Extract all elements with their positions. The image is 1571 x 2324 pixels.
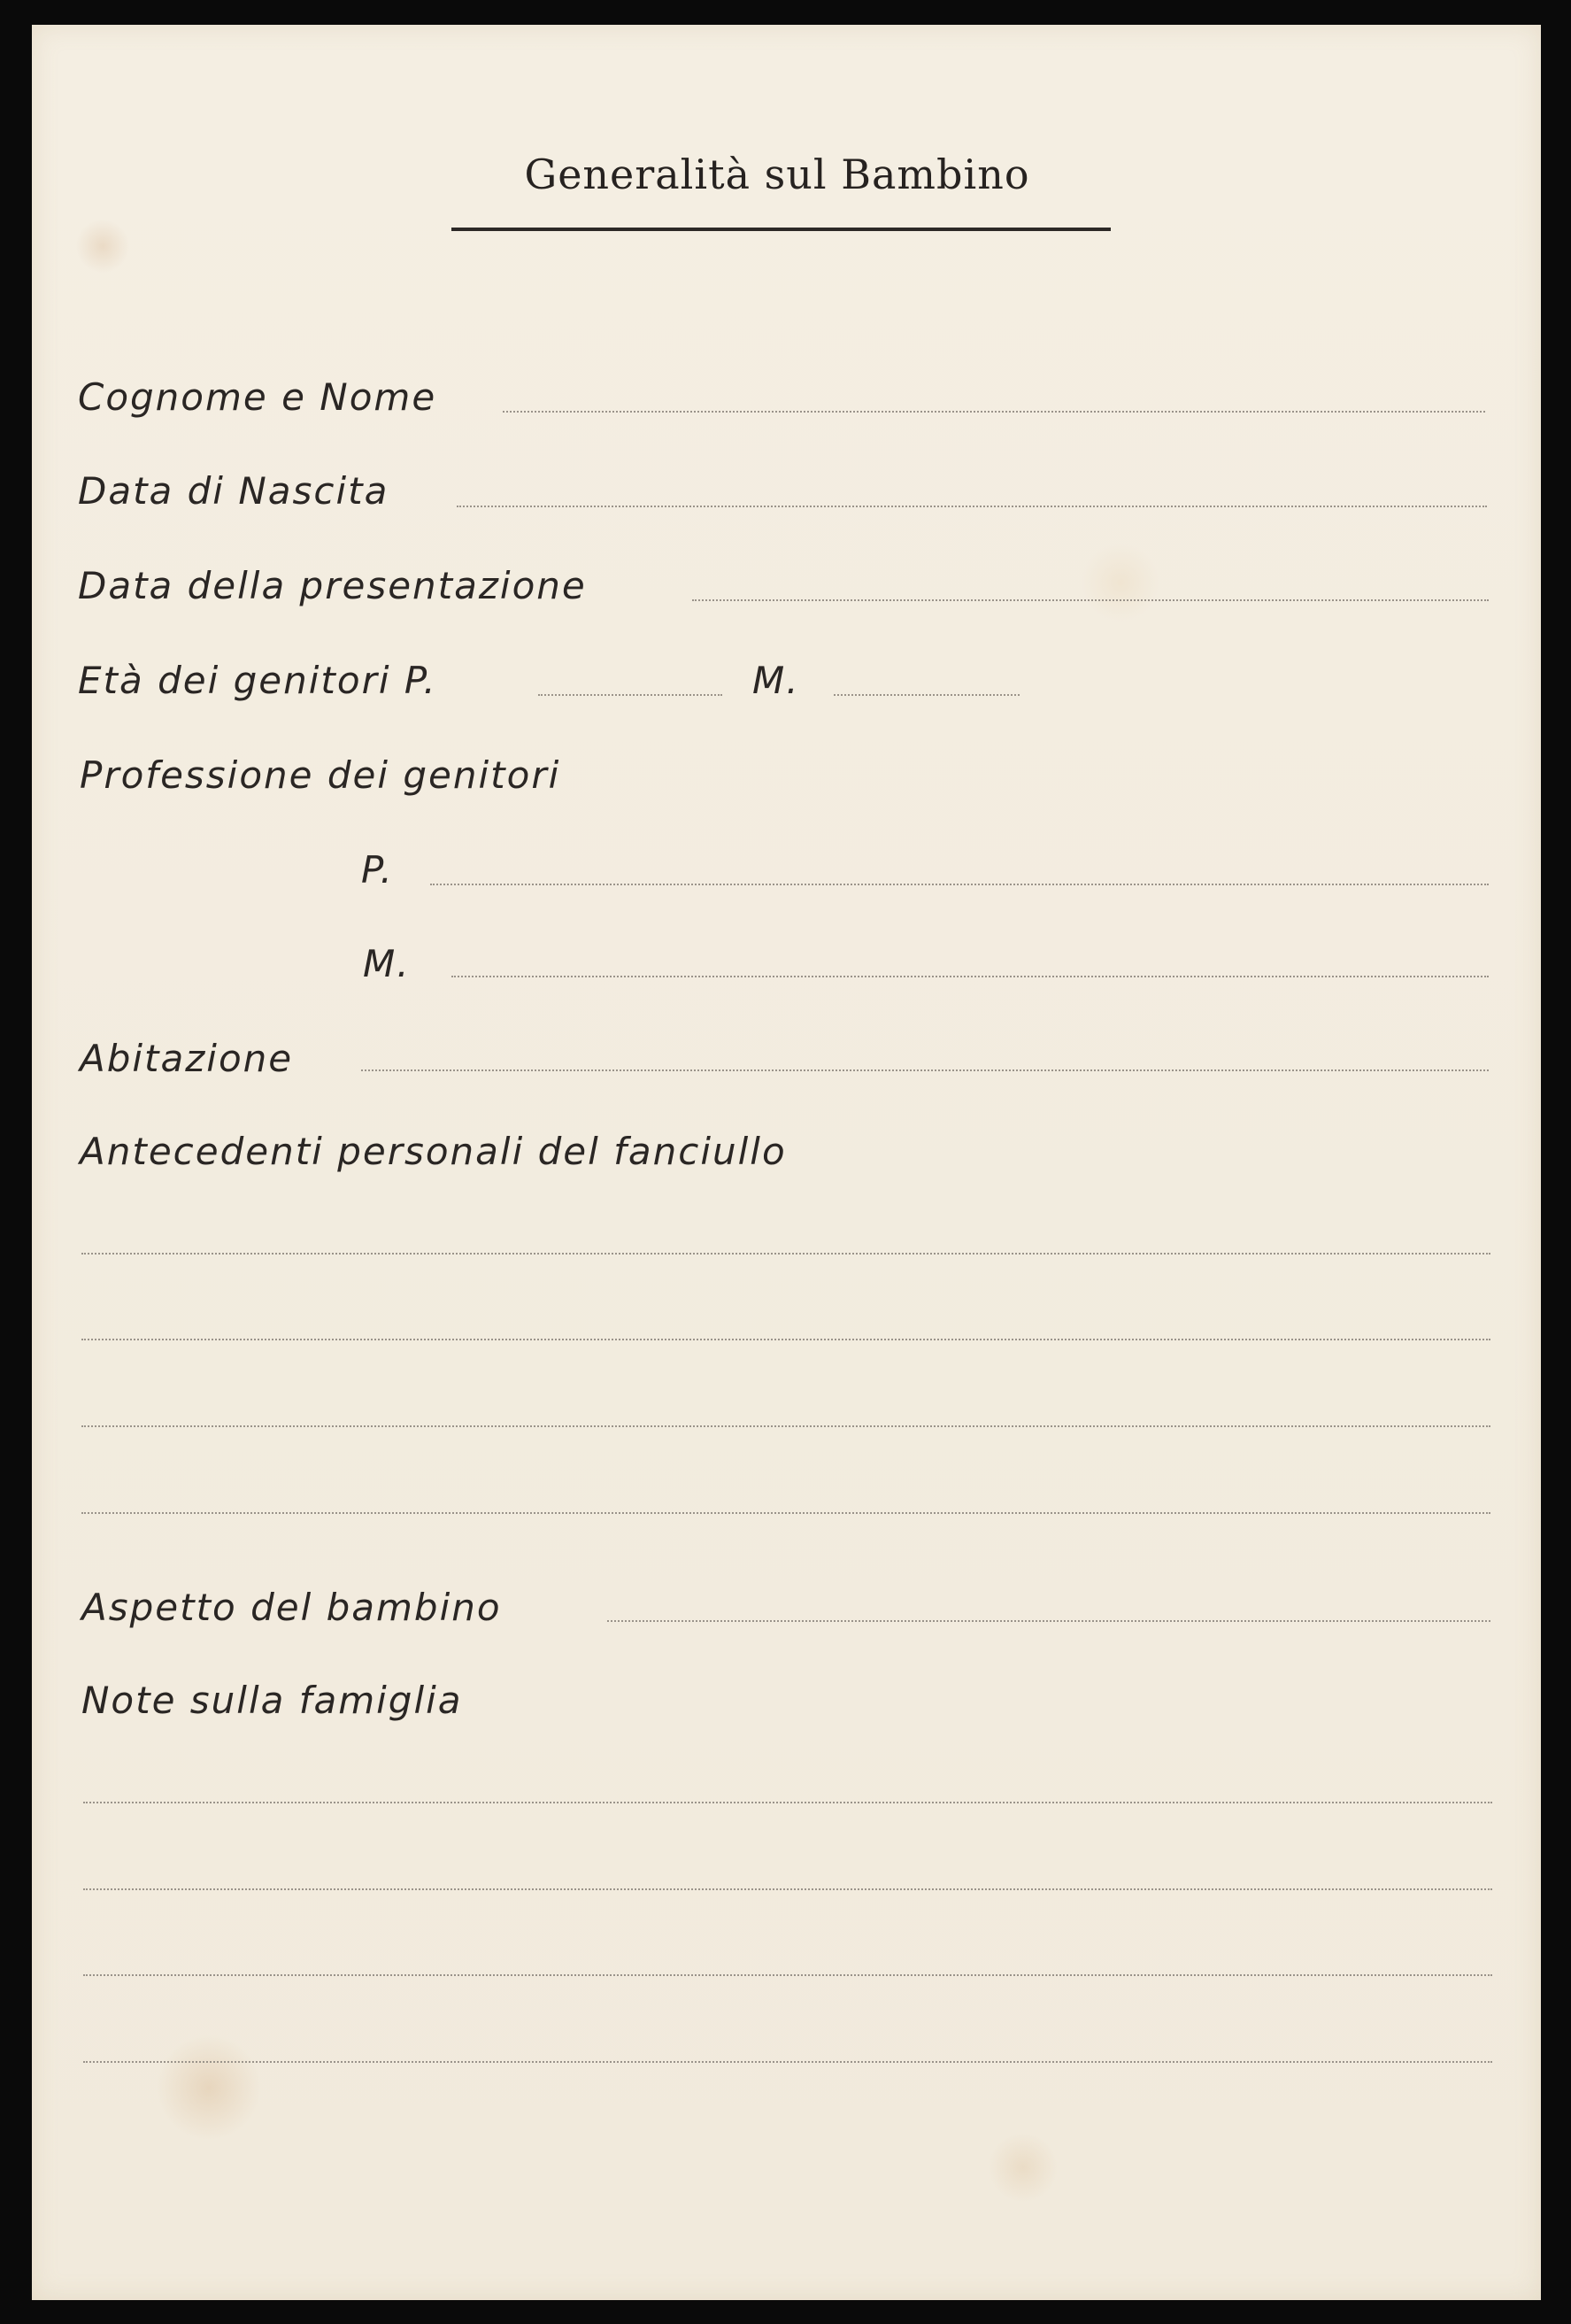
label-cognome-nome: Cognome e Nome bbox=[78, 375, 437, 419]
field-note-line-3[interactable] bbox=[83, 1974, 1492, 1976]
field-professione-madre[interactable] bbox=[451, 976, 1489, 977]
field-abitazione[interactable] bbox=[361, 1069, 1489, 1071]
label-data-nascita: Data di Nascita bbox=[78, 469, 389, 513]
title-underline bbox=[451, 228, 1111, 231]
label-eta-genitori-m: M. bbox=[752, 659, 800, 702]
field-eta-madre[interactable] bbox=[834, 694, 1020, 696]
field-note-line-4[interactable] bbox=[83, 2061, 1492, 2063]
field-data-nascita[interactable] bbox=[457, 506, 1487, 507]
field-antecedenti-line-4[interactable] bbox=[81, 1512, 1490, 1514]
field-data-presentazione[interactable] bbox=[692, 599, 1489, 601]
field-antecedenti-line-3[interactable] bbox=[81, 1425, 1490, 1427]
label-eta-genitori-p: Età dei genitori P. bbox=[78, 659, 437, 702]
field-aspetto[interactable] bbox=[607, 1620, 1490, 1622]
label-data-presentazione: Data della presentazione bbox=[78, 564, 587, 607]
field-note-line-2[interactable] bbox=[83, 1888, 1492, 1890]
label-note-famiglia: Note sulla famiglia bbox=[81, 1679, 463, 1722]
form-title: Generalità sul Bambino bbox=[524, 151, 1030, 198]
field-antecedenti-line-1[interactable] bbox=[81, 1253, 1490, 1255]
field-antecedenti-line-2[interactable] bbox=[81, 1339, 1490, 1340]
label-professione-p: P. bbox=[361, 848, 394, 892]
label-professione-m: M. bbox=[363, 942, 411, 985]
label-professione-genitori: Professione dei genitori bbox=[80, 753, 561, 797]
label-antecedenti: Antecedenti personali del fanciullo bbox=[80, 1130, 787, 1173]
field-eta-padre[interactable] bbox=[538, 694, 722, 696]
label-aspetto: Aspetto del bambino bbox=[81, 1586, 502, 1629]
field-note-line-1[interactable] bbox=[83, 1802, 1492, 1803]
field-professione-padre[interactable] bbox=[430, 884, 1489, 885]
label-abitazione: Abitazione bbox=[80, 1037, 294, 1080]
field-cognome-nome[interactable] bbox=[503, 411, 1485, 413]
